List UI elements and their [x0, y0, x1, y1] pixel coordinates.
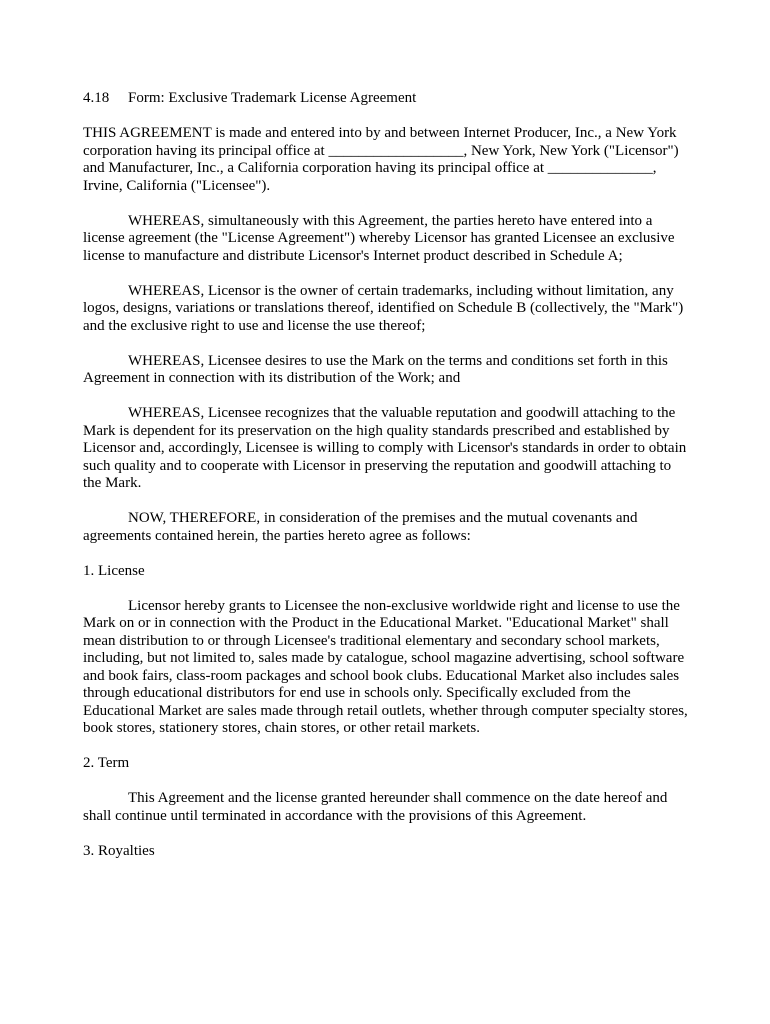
paragraph: WHEREAS, simultaneously with this Agreement, the parties hereto have entered into a license agreement (the "License Agreement") whereby Licensor has granted Licensee an exclusive license to manufacture and distribute Licensor's Internet product described in Schedule A; [83, 212, 675, 264]
paragraph: WHEREAS, Licensee desires to use the Mark on the terms and conditions set forth in this Agreement in connection with its distribution of the Work; and [83, 352, 668, 386]
paragraph: WHEREAS, Licensor is the owner of certain trademarks, including without limitation, any logos, designs, variations or translations thereof, identified on Schedule B (collectively, the "Mark") and the exclusive right to use and license the use thereof; [83, 282, 684, 334]
paragraph: Licensor hereby grants to Licensee the non-exclusive worldwide right and license to use the Mark on or in connection with the Product in the Educational Market. "Educational Market" shall mean distribution to or through Licensee's traditional elementary and secondary school markets, including, but not limited to, sales made by catalogue, school magazine advertising, school software and book fairs, class-room packages and school book clubs. Educational Market also includes sales through educational distributors for end use in schools only. Specifically excluded from the Educational Market are sales made through retail outlets, whether through computer specialty stores, book stores, stationery stores, chain stores, or other retail markets. [83, 597, 688, 736]
paragraph: This Agreement and the license granted hereunder shall commence on the date hereof and shall continue until terminated in accordance with the provisions of this Agreement. [83, 790, 668, 824]
document-title-text: Form: Exclusive Trademark License Agreement [128, 90, 417, 106]
document-title-number: 4.18 [83, 90, 110, 106]
document-body [83, 90, 688, 860]
section-heading: 3. Royalties [83, 842, 155, 859]
paragraph: THIS AGREEMENT is made and entered into by and between Internet Producer, Inc., a New York corporation having its principal office at __________________, New York, New York ("Licensor") and Manufacturer, Inc., a California corporation having its principal office at ______________, Irvine, California ("Licensee"). [83, 125, 679, 194]
document-title [83, 90, 688, 108]
section-heading: 1. License [83, 562, 145, 579]
section-heading: 2. Term [83, 755, 130, 771]
paragraph: NOW, THEREFORE, in consideration of the premises and the mutual covenants and agreements contained herein, the parties hereto agree as follows: [83, 510, 638, 544]
paragraph: WHEREAS, Licensee recognizes that the valuable reputation and goodwill attaching to the Mark is dependent for its preservation on the high quality standards prescribed and established by Licensor and, accordingly, Licensee is willing to comply with Licensor's standards in order to obtain such quality and to cooperate with Licensor in preserving the reputation and goodwill attaching to the Mark. [83, 405, 687, 491]
